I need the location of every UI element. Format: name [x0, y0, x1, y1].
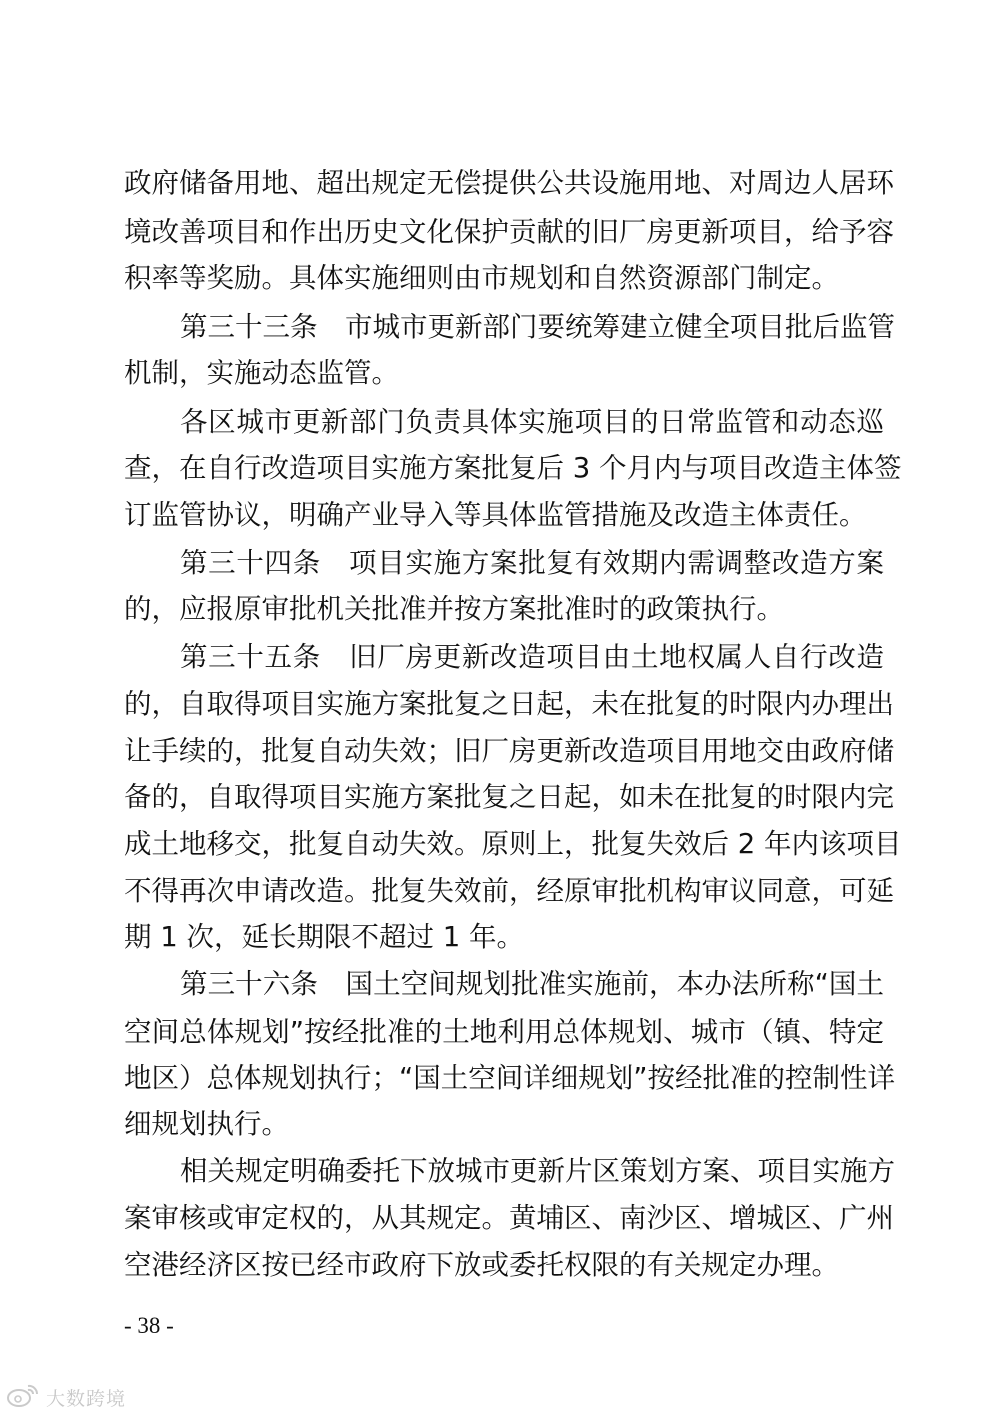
body-line-10: 的，应报原审批机关批准并按方案批准时的政策执行。: [124, 593, 784, 625]
body-line-16: 不得再次申请改造。批复失效前，经原审批机构审议同意，可延: [124, 875, 894, 907]
body-line-13: 让手续的，批复自动失效；旧厂房更新改造项目用地交由政府储: [124, 735, 894, 767]
body-line-1: 政府储备用地、超出规定无偿提供公共设施用地、对周边人居环: [124, 167, 894, 199]
body-line-5: 机制，实施动态监管。: [124, 357, 399, 389]
article-36-heading-line: 第三十六条 国土空间规划批准实施前，本办法所称“国土: [180, 968, 884, 1000]
body-line-20: 地区）总体规划执行；“国土空间详细规划”按经批准的控制性详: [124, 1062, 895, 1094]
weibo-logo-icon: [6, 1382, 40, 1412]
body-line-24: 空港经济区按已经市政府下放或委托权限的有关规定办理。: [124, 1249, 839, 1281]
body-line-7: 查，在自行改造项目实施方案批复后 3 个月内与项目改造主体签: [124, 452, 902, 484]
body-line-15: 成土地移交，批复自动失效。原则上，批复失效后 2 年内该项目: [124, 828, 902, 860]
body-line-23: 案审核或审定权的，从其规定。黄埔区、南沙区、增城区、广州: [124, 1202, 894, 1234]
body-line-12: 的，自取得项目实施方案批复之日起，未在批复的时限内办理出: [124, 688, 894, 720]
page-number: - 38 -: [124, 1313, 174, 1338]
body-line-2: 境改善项目和作出历史文化保护贡献的旧厂房更新项目，给予容: [124, 216, 894, 248]
body-line-21: 细规划执行。: [124, 1108, 289, 1140]
body-line-17: 期 1 次，延长期限不超过 1 年。: [124, 921, 524, 953]
body-line-8: 订监管协议，明确产业导入等具体监管措施及改造主体责任。: [124, 499, 867, 531]
watermark: [6, 1382, 126, 1412]
article-33-heading-line: 第三十三条 市城市更新部门要统筹建立健全项目批后监管: [180, 311, 895, 343]
paragraph-start-line: 各区城市更新部门负责具体实施项目的日常监管和动态巡: [180, 406, 884, 438]
article-35-heading-line: 第三十五条 旧厂房更新改造项目由土地权属人自行改造: [180, 641, 884, 673]
watermark-text: 大数跨境: [46, 1387, 127, 1410]
body-line-14: 备的，自取得项目实施方案批复之日起，如未在批复的时限内完: [124, 781, 894, 813]
article-34-heading-line: 第三十四条 项目实施方案批复有效期内需调整改造方案: [180, 547, 884, 579]
body-line-19: 空间总体规划”按经批准的土地利用总体规划、城市（镇、特定: [124, 1016, 884, 1048]
paragraph-start-line-2: 相关规定明确委托下放城市更新片区策划方案、项目实施方: [180, 1155, 895, 1187]
body-line-3: 积率等奖励。具体实施细则由市规划和自然资源部门制定。: [124, 262, 839, 294]
